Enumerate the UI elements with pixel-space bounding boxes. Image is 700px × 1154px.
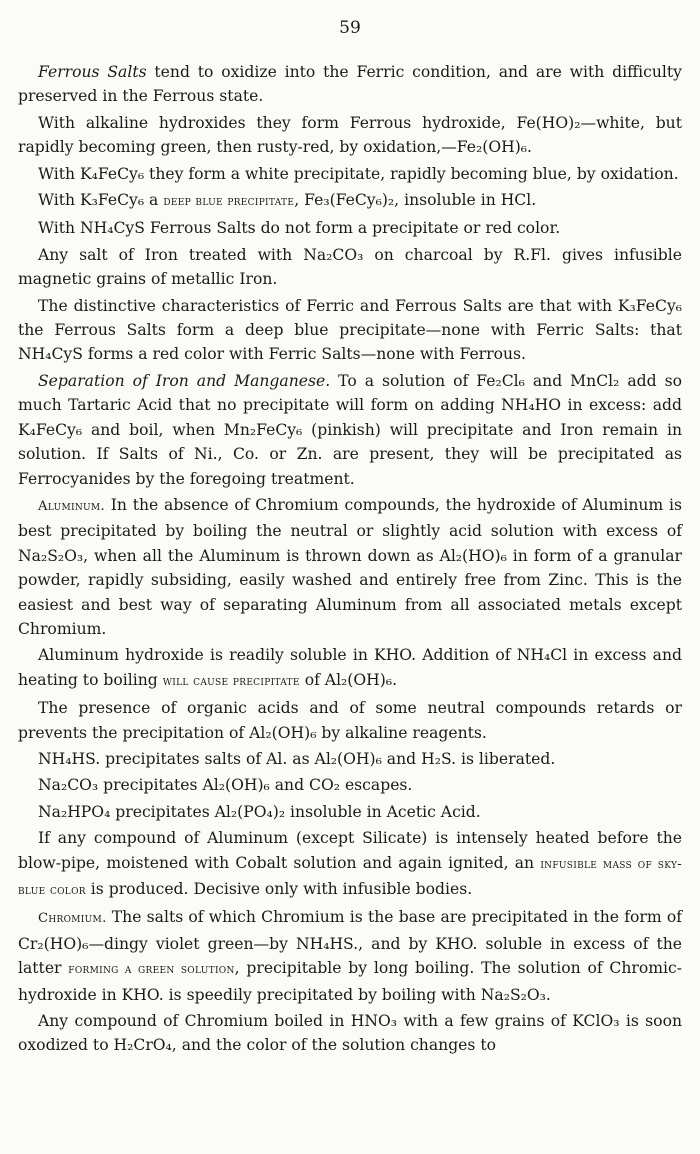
text-run: To a solution of Fe₂Cl₆ and MnCl₂ add so much Tartaric Acid that no precipitate will form on adding NH₄HO in excess: add K₄FeCy₆ and boil, when Mn₂FeCy₆ (pinkish) will precipitate and Iron remain in solution. If Salts of Ni., Co. or Zn. are present, they will be precipitated as Ferrocyanides by the foregoing treatment. <box>18 371 682 488</box>
paragraph-distinctive <box>18 294 682 367</box>
text-run: Na₂HPO₄ precipitates Al₂(PO₄)₂ insoluble in Acetic Acid. <box>38 802 481 821</box>
text-run: The presence of organic acids and of some neutral compounds retards or prevents the precipitation of Al₂(OH)₆ by alkaline reagents. <box>18 699 682 742</box>
paragraph-k3fecy6 <box>18 188 682 214</box>
text-run: With alkaline hydroxides they form Ferrous hydroxide, Fe(HO)₂—white, but rapidly becoming green, then rusty-red, by oxidation,—Fe₂(OH)₆. <box>18 113 682 157</box>
text-run: Any salt of Iron treated with Na₂CO₃ on charcoal by R.Fl. gives infusible magnetic grains of metallic Iron. <box>18 245 682 289</box>
text-run: Aluminum hydroxide is readily soluble in KHO. Addition of NH₄Cl in excess and heating to boiling <box>18 646 682 689</box>
paragraph-blowpipe <box>18 826 682 903</box>
page-body-text <box>18 60 682 1060</box>
paragraph-ferrous-salts <box>18 60 682 109</box>
text-run: Na₂CO₃ precipitates Al₂(OH)₆ and CO₂ escapes. <box>38 776 413 795</box>
paragraph-nh4hs <box>18 747 682 771</box>
small-caps-text: forming a green solution <box>68 962 235 978</box>
text-run: Any compound of Chromium boiled in HNO₃ with a few grains of KClO₃ is soon oxodized to H₂CrO₄, and the color of the solution changes to <box>18 1012 682 1055</box>
paragraph-chromium <box>18 905 682 1007</box>
paragraph-organic-acids <box>18 696 682 745</box>
italic-heading: Ferrous Salts <box>38 63 147 81</box>
paragraph-chromium-hno3 <box>18 1009 682 1058</box>
paragraph-na2co3 <box>18 773 682 797</box>
text-run: With NH₄CyS Ferrous Salts do not form a precipitate or red color. <box>38 219 561 238</box>
italic-heading: Separation of Iron and Manganese. <box>38 371 331 390</box>
paragraph-nh4cys <box>18 216 682 240</box>
text-run: NH₄HS. precipitates salts of Al. as Al₂(OH)₆ and H₂S. is liberated. <box>38 749 556 768</box>
text-run: If any compound of Aluminum (except Silicate) is intensely heated before the blow-pipe, moistened with Cobalt solution and again ignited, an <box>18 829 682 872</box>
text-run: of Al₂(OH)₆. <box>299 670 398 689</box>
text-run: With K₃FeCy₆ a <box>38 191 164 210</box>
small-caps-text: Aluminum. <box>38 498 105 514</box>
paragraph-separation <box>18 369 682 491</box>
text-run: tend to oxidize into the Ferric condition, and are with difficulty preserved in the Ferrous state. <box>18 63 682 106</box>
small-caps-text: infusible mass of sky-blue color <box>18 856 682 898</box>
text-run: With K₄FeCy₆ they form a white precipitate, rapidly becoming blue, by oxidation. <box>38 164 679 183</box>
paragraph-aluminum <box>18 493 682 641</box>
text-run: is produced. Decisive only with infusible bodies. <box>85 880 473 898</box>
page-number: 59 <box>339 18 361 38</box>
text-run: The salts of which Chromium is the base are precipitated in the form of Cr₂(HO)₆—dingy violet green—by NH₄HS., and by KHO. soluble in excess of the latter <box>18 908 682 978</box>
paragraph-alkaline-hydroxides <box>18 111 682 160</box>
small-caps-text: Chromium. <box>38 911 107 927</box>
text-run: The distinctive characteristics of Ferric and Ferrous Salts are that with K₃FeCy₆ the Ferrous Salts form a deep blue precipitate—none with Ferric Salts: that NH₄CyS forms a red color with Ferric Salts—none with Ferrous. <box>18 296 682 364</box>
text-run: In the absence of Chromium compounds, the hydroxide of Aluminum is best precipitated by boiling the neutral or slightly acid solution with excess of Na₂S₂O₃, when all the Aluminum is thrown down as Al₂(HO)₆ in form of a granular powder, rapidly subsiding, easily washed and entirely free from Zinc. This is the easiest and best way of separating Aluminum from all associated metals except Chromium. <box>18 495 682 638</box>
text-run: , Fe₃(FeCy₆)₂, insoluble in HCl. <box>294 191 537 210</box>
paragraph-k4fecy6 <box>18 162 682 186</box>
small-caps-text: will cause precipitate <box>162 673 300 689</box>
text-run: , precipitable by long boiling. The solution of Chromic-hydroxide in KHO. is speedily precipitated by boiling with Na₂S₂O₃. <box>18 959 682 1004</box>
paragraph-na2hpo4 <box>18 800 682 824</box>
paragraph-na2co3-charcoal <box>18 243 682 292</box>
small-caps-text: deep blue precipitate <box>163 194 295 210</box>
paragraph-al-hydroxide-kho <box>18 643 682 694</box>
